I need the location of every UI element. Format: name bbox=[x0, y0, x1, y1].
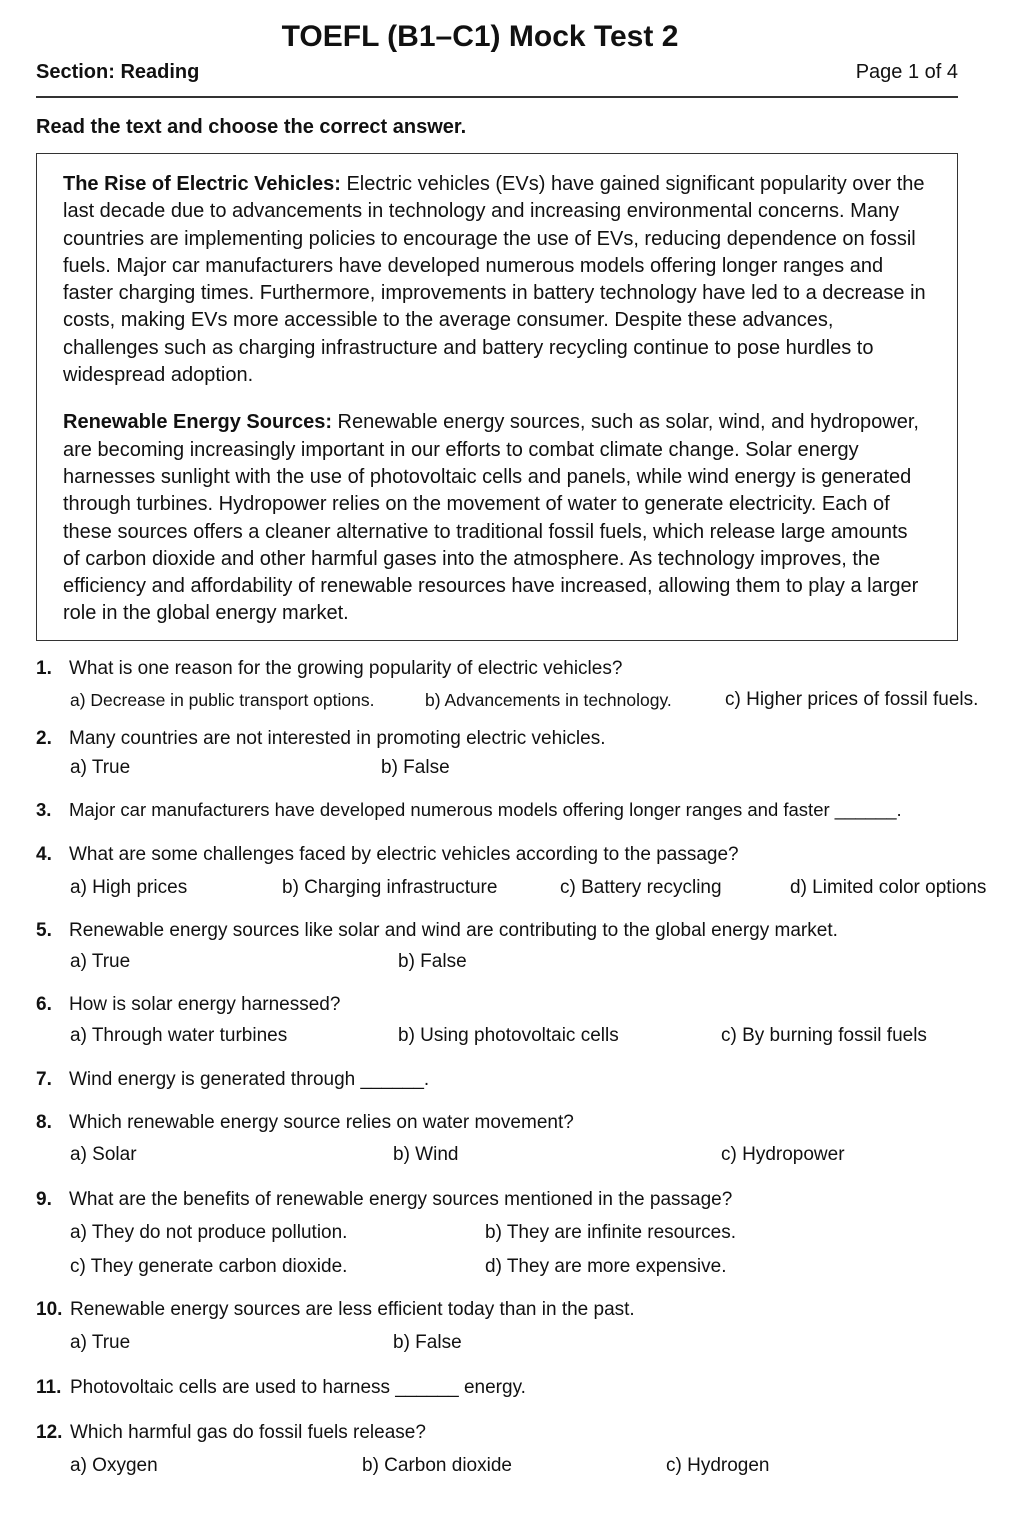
instructions: Read the text and choose the correct answer. bbox=[36, 116, 467, 138]
answer-option[interactable]: b) Carbon dioxide bbox=[362, 1455, 512, 1476]
answer-option[interactable]: a) Oxygen bbox=[70, 1455, 158, 1476]
reading-passage-box bbox=[36, 153, 958, 641]
question-text: What are the benefits of renewable energy sources mentioned in the passage? bbox=[69, 1189, 733, 1210]
question-text: Renewable energy sources are less efficient today than in the past. bbox=[70, 1299, 635, 1320]
question-number: 3. bbox=[36, 799, 52, 820]
test-title: TOEFL (B1–C1) Mock Test 2 bbox=[281, 20, 679, 53]
question-4 bbox=[36, 843, 1016, 900]
question-8 bbox=[36, 1111, 1016, 1167]
question-text: What is one reason for the growing popularity of electric vehicles? bbox=[69, 658, 623, 679]
answer-option[interactable]: a) Decrease in public transport options. bbox=[70, 690, 375, 710]
question-number: 9. bbox=[36, 1189, 52, 1210]
answer-option[interactable]: b) False bbox=[381, 757, 450, 778]
question-number: 8. bbox=[36, 1112, 52, 1133]
question-number: 5. bbox=[36, 920, 52, 941]
answer-option[interactable]: c) Battery recycling bbox=[560, 877, 722, 898]
section-label: Section: Reading bbox=[36, 61, 200, 83]
answer-option[interactable]: a) They do not produce pollution. bbox=[70, 1222, 348, 1243]
answer-option[interactable]: a) Solar bbox=[70, 1144, 137, 1165]
answer-option[interactable]: d) Limited color options bbox=[790, 877, 987, 898]
answer-option[interactable]: b) Charging infrastructure bbox=[282, 877, 498, 898]
answer-option[interactable]: a) Through water turbines bbox=[70, 1025, 288, 1046]
answer-option[interactable]: a) True bbox=[70, 951, 131, 972]
question-text: What are some challenges faced by electric vehicles according to the passage? bbox=[69, 844, 739, 865]
question-text: Photovoltaic cells are used to harness ______ energy. bbox=[70, 1377, 526, 1398]
answer-option[interactable]: c) Hydropower bbox=[721, 1144, 845, 1165]
answer-option[interactable]: b) False bbox=[398, 951, 467, 972]
answer-option[interactable]: b) They are infinite resources. bbox=[485, 1222, 736, 1243]
question-text: How is solar energy harnessed? bbox=[69, 994, 341, 1015]
question-1 bbox=[36, 657, 1016, 712]
question-text: Major car manufacturers have developed numerous models offering longer ranges and faster ______. bbox=[69, 799, 902, 820]
question-text: Renewable energy sources like solar and wind are contributing to the global energy market. bbox=[69, 920, 838, 941]
answer-option[interactable]: c) They generate carbon dioxide. bbox=[70, 1256, 348, 1277]
answer-option[interactable]: a) High prices bbox=[70, 877, 188, 898]
question-number: 7. bbox=[36, 1069, 52, 1090]
question-number: 4. bbox=[36, 844, 52, 865]
passage-heading: The Rise of Electric Vehicles: bbox=[63, 173, 341, 195]
question-9 bbox=[36, 1188, 1016, 1279]
question-7 bbox=[36, 1068, 1016, 1092]
page-number: Page 1 of 4 bbox=[855, 61, 958, 83]
answer-option[interactable]: c) Hydrogen bbox=[666, 1455, 770, 1476]
header-divider bbox=[36, 96, 958, 98]
question-5 bbox=[36, 919, 1016, 974]
question-number: 12. bbox=[36, 1422, 63, 1443]
passage-renewable-energy bbox=[63, 409, 929, 627]
question-number: 6. bbox=[36, 994, 52, 1015]
answer-option[interactable]: c) By burning fossil fuels bbox=[721, 1025, 927, 1046]
answer-option[interactable]: a) True bbox=[70, 757, 131, 778]
question-6 bbox=[36, 993, 1016, 1048]
question-2 bbox=[36, 727, 1016, 780]
passage-heading: Renewable Energy Sources: bbox=[63, 411, 332, 434]
question-number: 10. bbox=[36, 1299, 63, 1320]
passage-text: Renewable energy sources, such as solar, wind, and hydropower, are becoming increasingly important in our efforts to combat climate change. Solar energy harnesses sunlight with the use of photovoltaic cells and panels, while wind energy is generated through turbines. Hydropower relies on the movement of water to generate electricity. Each of these sources offers a cleaner alternative to traditional fossil fuels, which release large amounts of carbon dioxide and other harmful gases into the atmosphere. As technology improves, the efficiency and affordability of renewable resources have increased, allowing them to play a larger role in the global energy market. bbox=[63, 411, 919, 625]
answer-option[interactable]: c) Higher prices of fossil fuels. bbox=[725, 689, 979, 710]
question-12 bbox=[36, 1421, 1016, 1478]
question-10 bbox=[36, 1298, 1016, 1355]
question-number: 2. bbox=[36, 728, 52, 749]
question-text: Many countries are not interested in promoting electric vehicles. bbox=[69, 728, 606, 749]
question-text: Which harmful gas do fossil fuels release? bbox=[70, 1422, 426, 1443]
passage-electric-vehicles bbox=[63, 171, 929, 389]
answer-option[interactable]: d) They are more expensive. bbox=[485, 1256, 727, 1277]
answer-option[interactable]: a) True bbox=[70, 1332, 131, 1353]
question-number: 1. bbox=[36, 658, 52, 679]
answer-option[interactable]: b) Advancements in technology. bbox=[425, 690, 672, 710]
question-text: Which renewable energy source relies on water movement? bbox=[69, 1112, 574, 1133]
answer-option[interactable]: b) Using photovoltaic cells bbox=[398, 1025, 619, 1046]
answer-option[interactable]: b) Wind bbox=[393, 1144, 459, 1165]
question-text: Wind energy is generated through ______. bbox=[69, 1069, 430, 1090]
question-3 bbox=[36, 798, 1016, 822]
question-11 bbox=[36, 1376, 1016, 1400]
question-number: 11. bbox=[36, 1377, 62, 1398]
passage-text: Electric vehicles (EVs) have gained significant popularity over the last decade due to advancements in technology and increasing environmental concerns. Many countries are implementing policies to encourage the use of EVs, reducing dependence on fossil fuels. Major car manufacturers have developed numerous models offering longer ranges and faster charging times. Furthermore, improvements in battery technology have led to a decrease in costs, making EVs more accessible to the average consumer. Despite these advances, challenges such as charging infrastructure and battery recycling continue to pose hurdles to widespread adoption. bbox=[63, 173, 926, 387]
answer-option[interactable]: b) False bbox=[393, 1332, 462, 1353]
